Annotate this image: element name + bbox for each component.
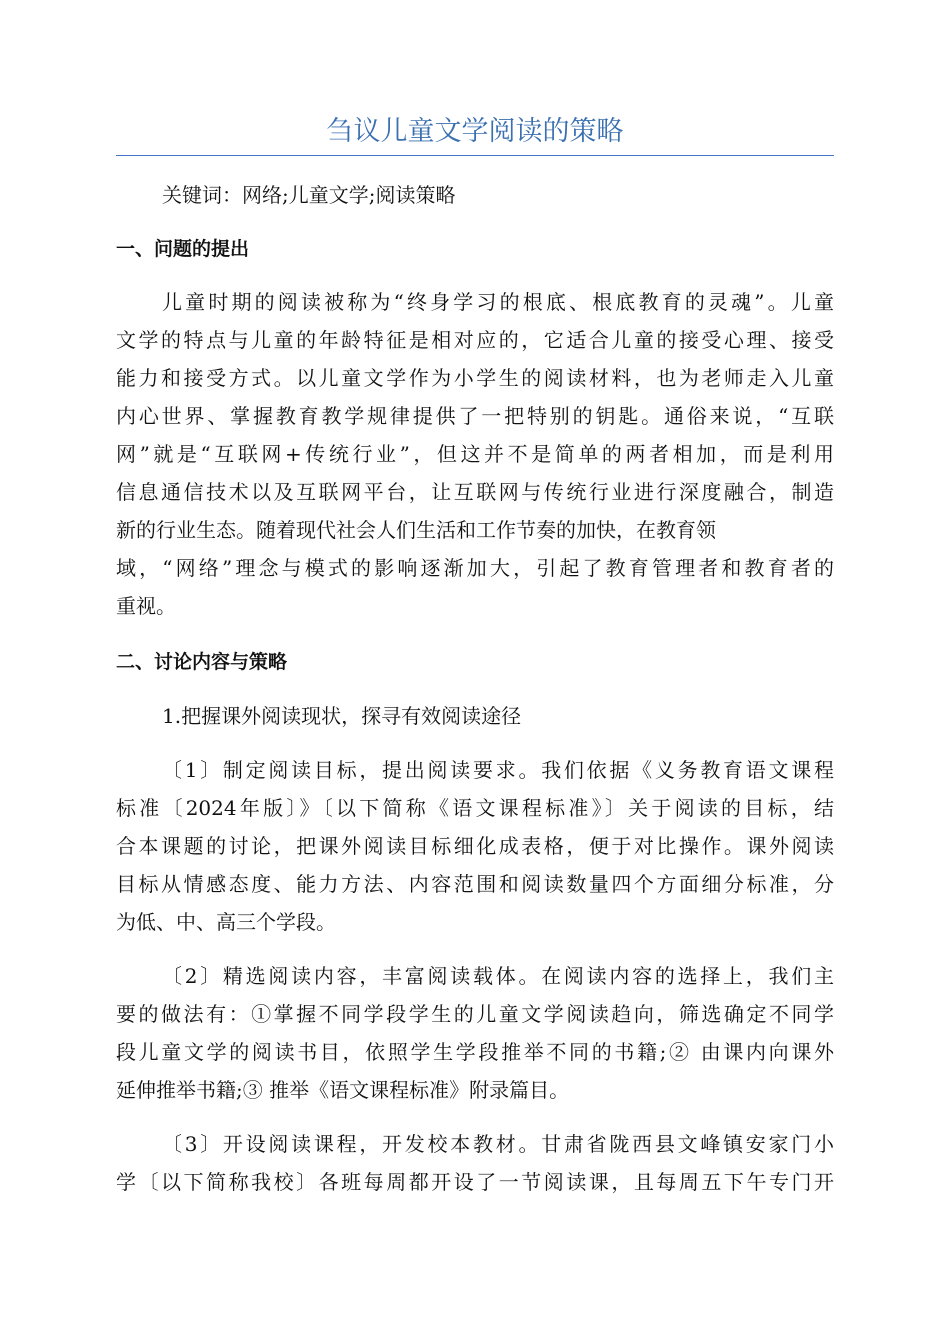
section-heading-2: 二、讨论内容与策略 [116, 651, 288, 673]
para2-line: 〔1〕制定阅读目标，提出阅读要求。我们依据《义务教育语文课程 [162, 758, 834, 782]
para2-line: 目标从情感态度、能力方法、内容范围和阅读数量四个方面细分标准，分 [116, 872, 834, 896]
section-heading-1: 一、问题的提出 [116, 238, 250, 260]
para4-line: 学〔以下简称我校〕各班每周都开设了一节阅读课，且每周五下午专门开 [116, 1170, 834, 1194]
keywords-line: 关键词：网络;儿童文学;阅读策略 [162, 183, 456, 207]
document-title: 刍议儿童文学阅读的策略 [326, 116, 624, 147]
para3-line: 要的做法有：①掌握不同学段学生的儿童文学阅读趋向，筛选确定不同学 [116, 1002, 834, 1026]
para2-line: 合本课题的讨论，把课外阅读目标细化成表格，便于对比操作。课外阅读 [116, 834, 834, 858]
para1-line: 文学的特点与儿童的年龄特征是相对应的，它适合儿童的接受心理、接受 [116, 328, 834, 352]
para1-line: 网”就是“互联网+传统行业”，但这并不是简单的两者相加，而是利用 [116, 442, 834, 466]
para2-line: 标准〔2024年版〕》〔以下简称《语文课程标准》〕关于阅读的目标，结 [116, 796, 834, 820]
para1-line: 域，“网络”理念与模式的影响逐渐加大，引起了教育管理者和教育者的 [116, 556, 834, 580]
para1-line: 能力和接受方式。以儿童文学作为小学生的阅读材料，也为老师走入儿童 [116, 366, 834, 390]
para3-line: 延伸推举书籍;③ 推举《语文课程标准》附录篇目。 [116, 1078, 570, 1102]
para1-line: 重视。 [116, 594, 176, 618]
para3-line: 段儿童文学的阅读书目，依照学生学段推举不同的书籍;② 由课内向课外 [116, 1040, 834, 1064]
para2-line: 为低、中、高三个学段。 [116, 910, 336, 934]
subheading-1: 1.把握课外阅读现状，探寻有效阅读途径 [162, 704, 522, 728]
para1-line: 内心世界、掌握教育教学规律提供了一把特别的钥匙。通俗来说，“互联 [116, 404, 834, 428]
para3-line: 〔2〕精选阅读内容，丰富阅读载体。在阅读内容的选择上，我们主 [162, 964, 834, 988]
para1-line: 信息通信技术以及互联网平台，让互联网与传统行业进行深度融合，制造 [116, 480, 834, 504]
para1-line: 儿童时期的阅读被称为“终身学习的根底、根底教育的灵魂”。儿童 [162, 290, 834, 314]
title-underline [116, 155, 834, 156]
para1-line: 新的行业生态。随着现代社会人们生活和工作节奏的加快，在教育领 [116, 518, 716, 542]
para4-line: 〔3〕开设阅读课程，开发校本教材。甘肃省陇西县文峰镇安家门小 [162, 1132, 834, 1156]
